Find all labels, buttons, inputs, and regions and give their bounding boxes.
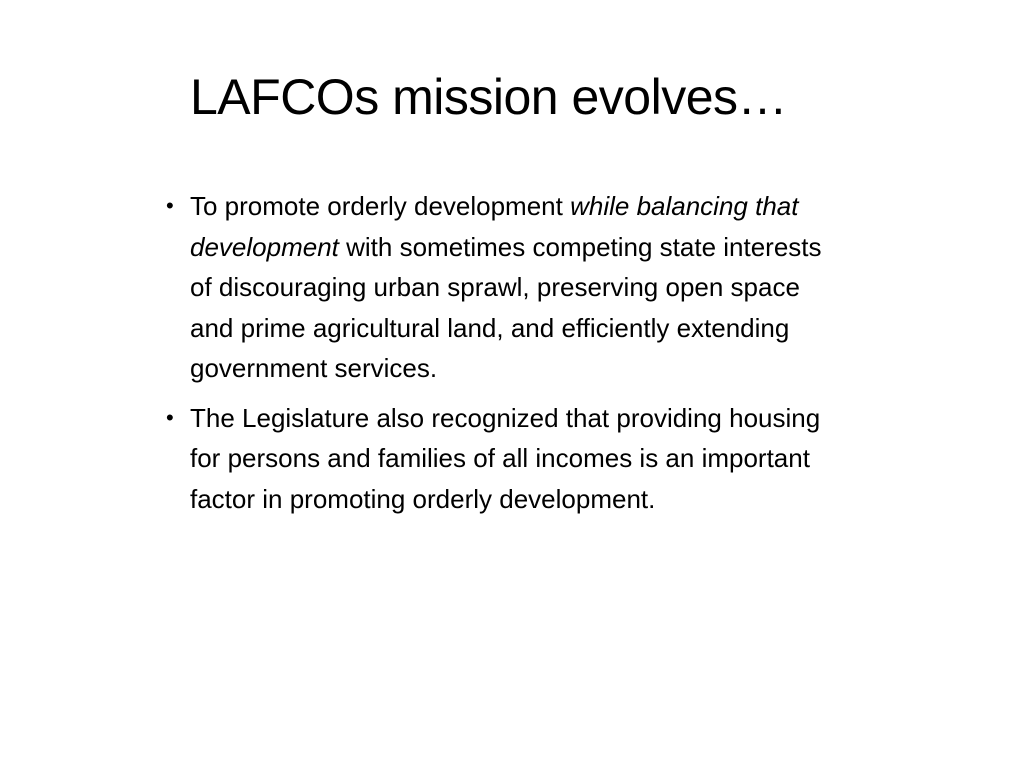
text-run: with sometimes competing state interests (338, 231, 822, 262)
bullet-line (190, 186, 968, 227)
bullet-line: factor in promoting orderly development. (190, 483, 656, 514)
bullet-item (160, 186, 968, 389)
bullet-line: government services. (190, 353, 438, 383)
italic-text: development (190, 231, 339, 262)
slide-title: LAFCOs mission evolves… (190, 69, 787, 125)
bullet-line: The Legislature also recognized that providing housing (190, 402, 821, 433)
bullet-line: for persons and families of all incomes is an important (190, 443, 810, 473)
bullet-item (160, 398, 968, 520)
bullet-icon: • (166, 404, 174, 430)
italic-text: while balancing that (570, 191, 799, 221)
bullet-list (160, 186, 968, 528)
bullet-line: of discouraging urban sprawl, preserving open space (190, 272, 800, 302)
bullet-line (190, 227, 968, 268)
bullet-icon: • (166, 193, 174, 218)
text-run: To promote orderly development (190, 191, 571, 221)
bullet-line: and prime agricultural land, and efficiently extending (190, 312, 790, 343)
